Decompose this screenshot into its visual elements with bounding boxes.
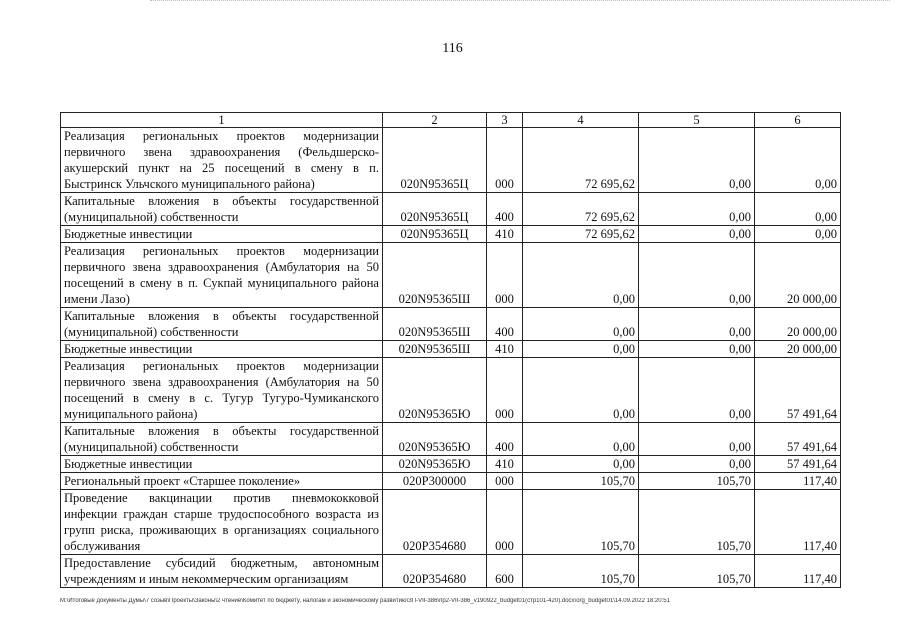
row-value-1: 72 695,62 <box>523 193 639 226</box>
row-expense-type: 400 <box>487 423 523 456</box>
row-name: Реализация региональных проектов модернизации первичного звена здравоохранения (Амбулатория на 50 посещений в смену в с. Тугур Тугуро-Чумиканского муниципального района) <box>61 358 383 423</box>
column-header: 4 <box>523 113 639 128</box>
row-name: Реализация региональных проектов модернизации первичного звена здравоохранения (Амбулатория на 50 посещений в смену в п. Сукпай муниципального района имени Лазо) <box>61 243 383 308</box>
row-value-1: 72 695,62 <box>523 128 639 193</box>
row-value-3: 57 491,64 <box>755 423 841 456</box>
row-value-1: 105,70 <box>523 490 639 555</box>
row-value-3: 0,00 <box>755 128 841 193</box>
footer-file-path: M:\Итоговые документы Думы\7 созыв\Проекты\Законы\2 чтение\Комитет по бюджету, налогам и экономическому развитию\ЗП-VII-386\пр2-VII-386_v190922_budget01(стр101-420).docx\org_budget01\14.09.2022 18:20:51 <box>60 598 670 604</box>
row-value-3: 117,40 <box>755 555 841 588</box>
row-value-2: 0,00 <box>639 128 755 193</box>
row-name: Капитальные вложения в объекты государственной (муниципальной) собственности <box>61 423 383 456</box>
row-expense-type: 000 <box>487 490 523 555</box>
row-code: 020N95365Ц <box>383 226 487 243</box>
row-name: Проведение вакцинации против пневмококковой инфекции граждан старше трудоспособного возраста из групп риска, проживающих в организациях социального обслуживания <box>61 490 383 555</box>
table-row <box>61 358 841 423</box>
row-value-3: 20 000,00 <box>755 243 841 308</box>
row-name: Бюджетные инвестиции <box>61 226 383 243</box>
row-code: 020N95365Ш <box>383 341 487 358</box>
row-value-3: 57 491,64 <box>755 358 841 423</box>
row-expense-type: 410 <box>487 456 523 473</box>
row-value-1: 0,00 <box>523 308 639 341</box>
table-row <box>61 473 841 490</box>
row-value-1: 105,70 <box>523 555 639 588</box>
row-value-2: 0,00 <box>639 456 755 473</box>
budget-table <box>60 112 841 588</box>
row-value-1: 0,00 <box>523 341 639 358</box>
table-header-row <box>61 113 841 128</box>
row-name: Предоставление субсидий бюджетным, автономным учреждениям и иным некоммерческим организациям <box>61 555 383 588</box>
row-code: 020P300000 <box>383 473 487 490</box>
table-row <box>61 423 841 456</box>
row-code: 020N95365Ю <box>383 358 487 423</box>
row-code: 020N95365Ц <box>383 128 487 193</box>
row-name: Бюджетные инвестиции <box>61 456 383 473</box>
row-expense-type: 000 <box>487 358 523 423</box>
row-value-3: 57 491,64 <box>755 456 841 473</box>
table-row <box>61 555 841 588</box>
row-expense-type: 000 <box>487 128 523 193</box>
row-value-2: 0,00 <box>639 193 755 226</box>
row-value-1: 0,00 <box>523 358 639 423</box>
row-code: 020N95365Ю <box>383 456 487 473</box>
row-name: Капитальные вложения в объекты государственной (муниципальной) собственности <box>61 308 383 341</box>
row-value-2: 0,00 <box>639 308 755 341</box>
row-value-2: 0,00 <box>639 423 755 456</box>
row-expense-type: 410 <box>487 341 523 358</box>
row-code: 020N95365Ю <box>383 423 487 456</box>
row-value-1: 0,00 <box>523 423 639 456</box>
row-expense-type: 600 <box>487 555 523 588</box>
row-expense-type: 400 <box>487 308 523 341</box>
table-row <box>61 128 841 193</box>
row-value-3: 0,00 <box>755 193 841 226</box>
table-row <box>61 226 841 243</box>
row-value-3: 117,40 <box>755 473 841 490</box>
row-name: Региональный проект «Старшее поколение» <box>61 473 383 490</box>
row-value-2: 105,70 <box>639 555 755 588</box>
column-header: 1 <box>61 113 383 128</box>
page-number: 116 <box>442 41 463 56</box>
row-value-2: 0,00 <box>639 341 755 358</box>
row-value-2: 105,70 <box>639 490 755 555</box>
column-header: 2 <box>383 113 487 128</box>
row-value-1: 105,70 <box>523 473 639 490</box>
row-name: Реализация региональных проектов модернизации первичного звена здравоохранения (Фельдшерско-акушерский пункт на 25 посещений в смену в п. Быстринск Ульчского муниципального района) <box>61 128 383 193</box>
row-value-3: 117,40 <box>755 490 841 555</box>
row-value-3: 20 000,00 <box>755 308 841 341</box>
row-value-1: 0,00 <box>523 456 639 473</box>
row-value-1: 0,00 <box>523 243 639 308</box>
table-row <box>61 490 841 555</box>
row-value-3: 0,00 <box>755 226 841 243</box>
row-value-2: 0,00 <box>639 243 755 308</box>
row-code: 020P354680 <box>383 555 487 588</box>
row-value-2: 0,00 <box>639 358 755 423</box>
row-code: 020N95365Ш <box>383 308 487 341</box>
row-code: 020N95365Ц <box>383 193 487 226</box>
row-expense-type: 410 <box>487 226 523 243</box>
row-code: 020N95365Ш <box>383 243 487 308</box>
row-expense-type: 000 <box>487 473 523 490</box>
row-value-1: 72 695,62 <box>523 226 639 243</box>
column-header: 3 <box>487 113 523 128</box>
row-expense-type: 000 <box>487 243 523 308</box>
table-row <box>61 308 841 341</box>
row-code: 020P354680 <box>383 490 487 555</box>
column-header: 5 <box>639 113 755 128</box>
column-header: 6 <box>755 113 841 128</box>
row-expense-type: 400 <box>487 193 523 226</box>
header-rule <box>150 0 890 4</box>
table-row <box>61 456 841 473</box>
row-value-2: 0,00 <box>639 226 755 243</box>
row-name: Бюджетные инвестиции <box>61 341 383 358</box>
row-name: Капитальные вложения в объекты государственной (муниципальной) собственности <box>61 193 383 226</box>
table-row <box>61 193 841 226</box>
row-value-2: 105,70 <box>639 473 755 490</box>
table-row <box>61 243 841 308</box>
table-row <box>61 341 841 358</box>
row-value-3: 20 000,00 <box>755 341 841 358</box>
